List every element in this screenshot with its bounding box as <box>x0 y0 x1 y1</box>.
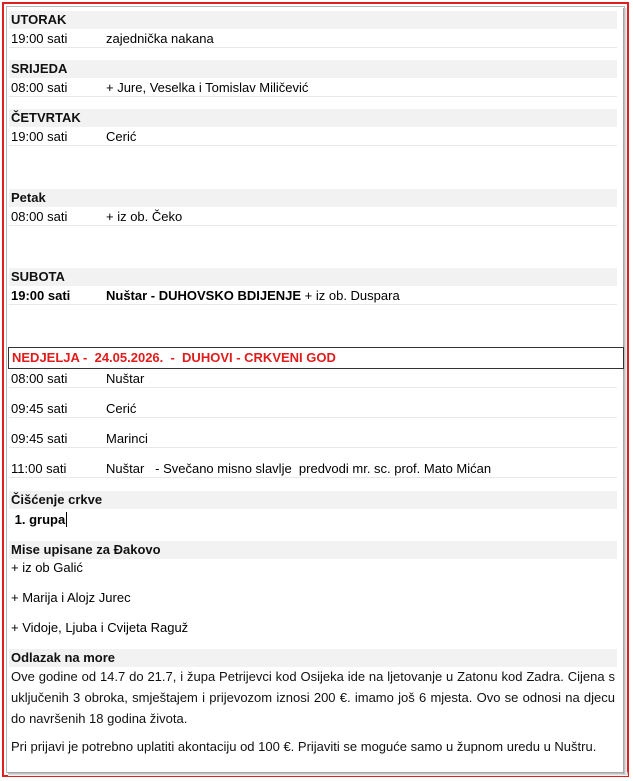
schedule-row <box>9 287 617 305</box>
mass-time: 08:00 sati <box>11 209 68 224</box>
djakovo-intention: + iz ob Galić <box>11 560 83 575</box>
vigil-title: Nuštar - DUHOVSKO BDIJENJE <box>106 288 302 303</box>
schedule-row <box>9 128 617 146</box>
schedule-row <box>9 30 617 48</box>
mass-location: Marinci <box>106 431 148 446</box>
mass-time: 08:00 sati <box>11 80 68 95</box>
schedule-row <box>9 208 617 226</box>
djakovo-intention: + Vidoje, Ljuba i Cvijeta Raguž <box>11 620 189 635</box>
cleaning-group <box>11 511 67 529</box>
vigil-intention: + iz ob. Duspara <box>301 288 400 303</box>
cleaning-header: Čišćenje crkve <box>9 491 617 509</box>
mass-location: Nuštar <box>106 371 145 386</box>
mass-location: Cerić <box>106 401 137 416</box>
day-header-saturday: SUBOTA <box>9 268 617 286</box>
cleaning-group-label: 1. grupa <box>11 512 66 527</box>
mass-time: 19:00 sati <box>11 129 68 144</box>
schedule-row <box>9 460 617 478</box>
day-header-sunday: NEDJELJA - 24.05.2026. - DUHOVI - CRKVENI GOD <box>8 347 624 369</box>
djakovo-header: Mise upisane za Đakovo <box>9 541 617 559</box>
summer-trip-paragraph-2: Pri prijavi je potrebno uplatiti akontaciju od 100 €. Prijaviti se moguće samo u župnom uredu u Nuštru. <box>11 739 597 754</box>
mass-intention <box>106 287 400 305</box>
mass-intention: zajednička nakana <box>106 31 214 46</box>
day-header-thursday: ČETVRTAK <box>9 109 617 127</box>
schedule-row <box>9 79 617 97</box>
summer-trip-header: Odlazak na more <box>9 649 617 667</box>
mass-time: 09:45 sati <box>11 401 68 416</box>
text-cursor <box>66 512 67 527</box>
day-header-wednesday: SRIJEDA <box>9 60 617 78</box>
mass-time: 09:45 sati <box>11 431 68 446</box>
mass-intention: + Jure, Veselka i Tomislav Miličević <box>106 80 309 95</box>
mass-intention: + iz ob. Čeko <box>106 209 183 224</box>
mass-time: 19:00 sati <box>11 288 71 303</box>
mass-time: 08:00 sati <box>11 371 68 386</box>
schedule-row <box>9 370 617 388</box>
schedule-row <box>9 400 617 418</box>
day-header-tuesday: UTORAK <box>9 11 617 29</box>
mass-location: Nuštar - Svečano misno slavlje predvodi mr. sc. prof. Mato Mićan <box>106 461 492 476</box>
schedule-row <box>9 430 617 448</box>
mass-time: 19:00 sati <box>11 31 68 46</box>
mass-intention: Cerić <box>106 129 137 144</box>
summer-trip-paragraph-1: Ove godine od 14.7 do 21.7, i župa Petrijevci kod Osijeka ide na ljetovanje u Zatonu kod Zadra. Cijena s uključenih 3 obroka, smještajem i prijevozom iznosi 200 €. imamo još 6 mjesta. Ovo se odnosi na djecu do navršenih 18 godina života. <box>11 669 615 726</box>
mass-time: 11:00 sati <box>11 461 67 476</box>
djakovo-intention: + Marija i Alojz Jurec <box>11 590 131 605</box>
day-header-friday: Petak <box>9 189 617 207</box>
